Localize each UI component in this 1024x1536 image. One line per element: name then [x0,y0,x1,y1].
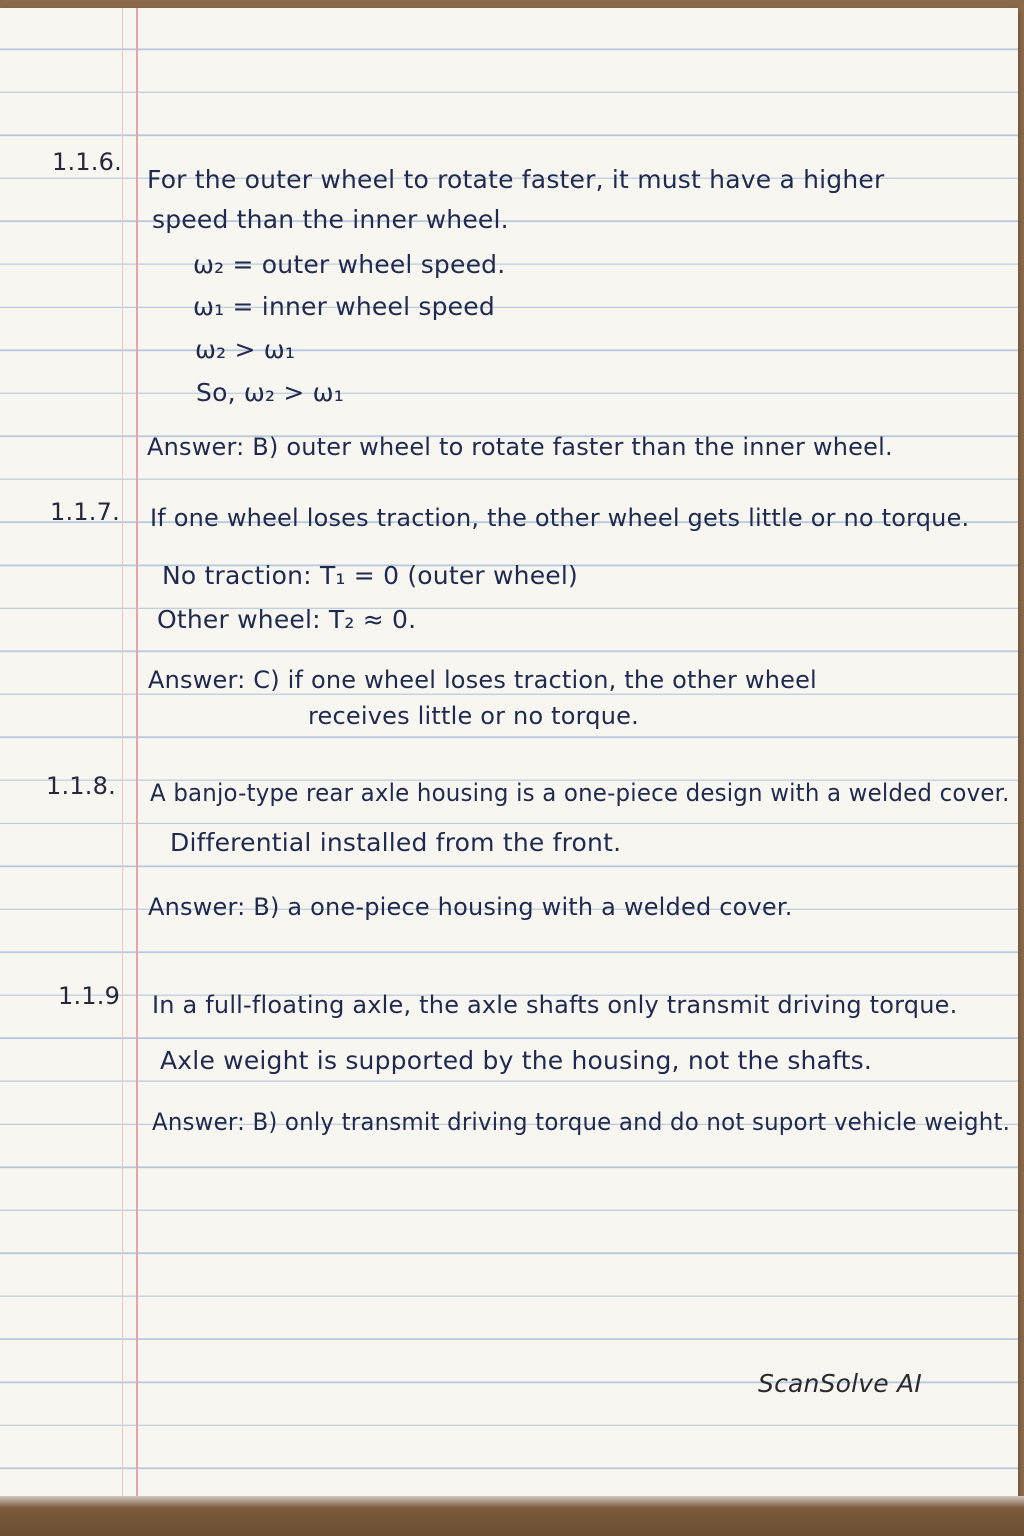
notebook-page [0,8,1018,1496]
equation-line: Other wheel: T₂ ≈ 0. [157,605,417,634]
problem-text-line: A banjo-type rear axle housing is a one-piece design with a welded cover. [150,779,1010,807]
paper-bottom-edge [0,1496,1024,1536]
margin-line-faint [122,8,123,1496]
problem-text-line: If one wheel loses traction, the other wheel gets little or no torque. [150,504,970,532]
problem-number: 1.1.6. [52,148,122,176]
answer-line: Answer: B) outer wheel to rotate faster than the inner wheel. [147,433,893,461]
answer-line-continued: receives little or no torque. [308,702,639,730]
problem-text-line: In a full-floating axle, the axle shafts only transmit driving torque. [152,991,958,1019]
problem-number: 1.1.8. [46,772,116,800]
answer-line: Answer: B) only transmit driving torque and do not suport vehicle weight. [152,1108,1011,1136]
problem-text-line: speed than the inner wheel. [152,205,509,234]
problem-text-line: Axle weight is supported by the housing, not the shafts. [160,1046,873,1075]
equation-line: ω₁ = inner wheel speed [193,292,495,321]
equation-line: So, ω₂ > ω₁ [196,378,345,407]
equation-line: ω₂ = outer wheel speed. [193,250,506,279]
answer-line: Answer: C) if one wheel loses traction, the other wheel [148,666,817,694]
equation-line: ω₂ > ω₁ [195,335,296,364]
signature: ScanSolve AI [758,1369,922,1398]
answer-line: Answer: B) a one-piece housing with a welded cover. [148,893,793,921]
problem-text-line: For the outer wheel to rotate faster, it must have a higher [147,165,885,194]
equation-line: No traction: T₁ = 0 (outer wheel) [162,561,578,590]
problem-number: 1.1.9 [58,982,121,1010]
problem-number: 1.1.7. [50,498,120,526]
margin-line [136,8,138,1496]
problem-text-line: Differential installed from the front. [170,828,622,857]
